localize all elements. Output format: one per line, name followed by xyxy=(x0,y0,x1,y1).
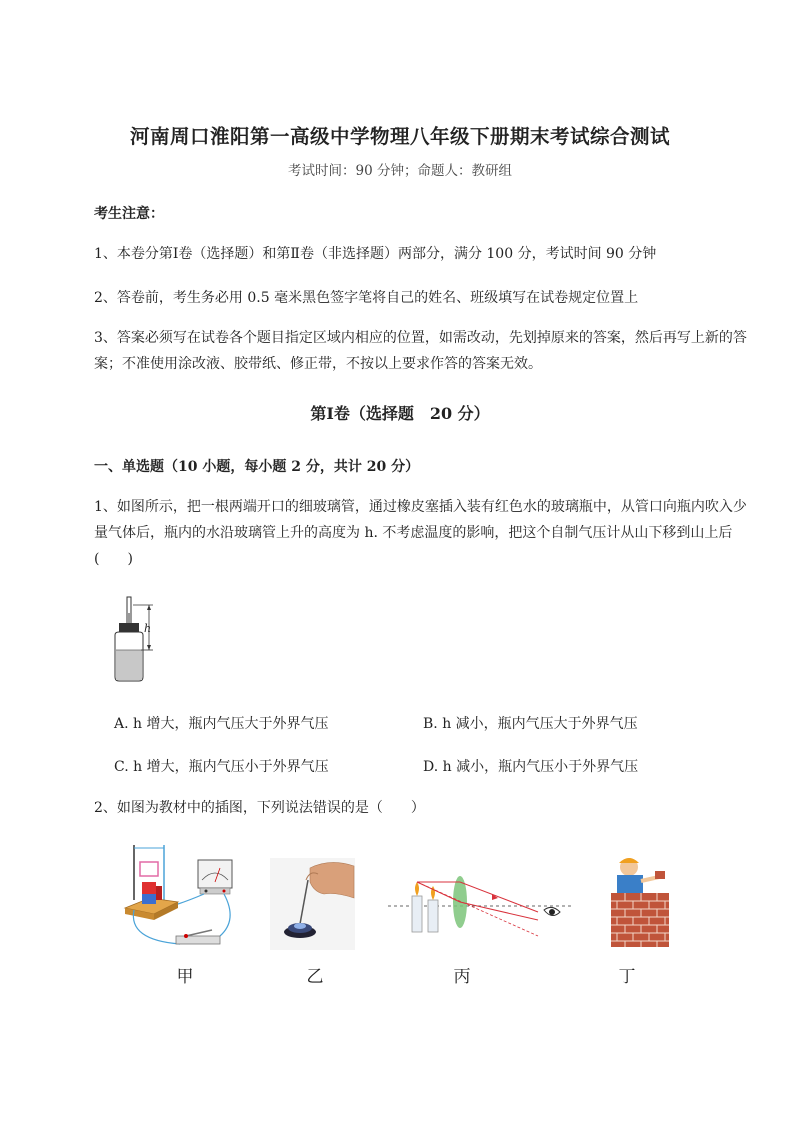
question-2-text: 2、如图为教材中的插图，下列说法错误的是（ ） xyxy=(94,800,425,816)
notice-item-2: 2、答卷前，考生务必用 0.5 毫米黑色签字笔将自己的姓名、班级填写在试卷规定位置上 xyxy=(94,290,639,306)
option-a[interactable]: A. h 增大，瓶内气压大于外界气压 xyxy=(114,716,329,732)
notice-heading: 考生注意： xyxy=(94,206,164,222)
figure-label-yi: 乙 xyxy=(306,967,324,987)
option-c[interactable]: C. h 增大，瓶内气压小于外界气压 xyxy=(114,759,329,775)
figure-jia-electromagnet xyxy=(120,840,250,955)
option-b[interactable]: B. h 减小，瓶内气压大于外界气压 xyxy=(423,716,638,732)
figure-ding-brick-wall xyxy=(603,853,673,951)
figure-bing-lens xyxy=(388,862,573,942)
figure-yi-hand xyxy=(270,858,355,950)
figure-label-jia: 甲 xyxy=(176,967,194,987)
notice-item-1: 1、本卷分第Ⅰ卷（选择题）和第Ⅱ卷（非选择题）两部分，满分 100 分，考试时间 90 分钟 xyxy=(94,246,657,262)
notice-item-3: 3、答案必须写在试卷各个题目指定区域内相应的位置，如需改动，先划掉原来的答案，然后再写上新的答案；不准使用涂改液、胶带纸、修正带，不按以上要求作答的答案无效。 xyxy=(94,330,747,372)
height-label: h xyxy=(144,622,152,635)
question-1-text: 1、如图所示，把一根两端开口的细玻璃管，通过橡皮塞插入装有红色水的玻璃瓶中，从管口向瓶内吹入少量气体后，瓶内的水沿玻璃管上升的高度为 h. 不考虑温度的影响，把这个自制气压计从山下移到山上后( ) xyxy=(94,499,747,567)
rubber-stopper xyxy=(119,623,139,632)
bottle-water xyxy=(116,650,142,680)
barometer-figure xyxy=(105,595,165,690)
figure-label-ding: 丁 xyxy=(618,967,636,987)
page-subtitle: 考试时间：90 分钟；命题人：教研组 xyxy=(288,163,512,179)
page-title: 河南周口淮阳第一高级中学物理八年级下册期末考试综合测试 xyxy=(129,125,670,148)
section-title: 第Ⅰ卷（选择题 20 分） xyxy=(310,404,490,423)
part-heading: 一、单选题（10 小题，每小题 2 分，共计 20 分） xyxy=(94,459,420,475)
option-d[interactable]: D. h 减小，瓶内气压小于外界气压 xyxy=(423,759,639,775)
figure-label-bing: 丙 xyxy=(453,967,471,987)
